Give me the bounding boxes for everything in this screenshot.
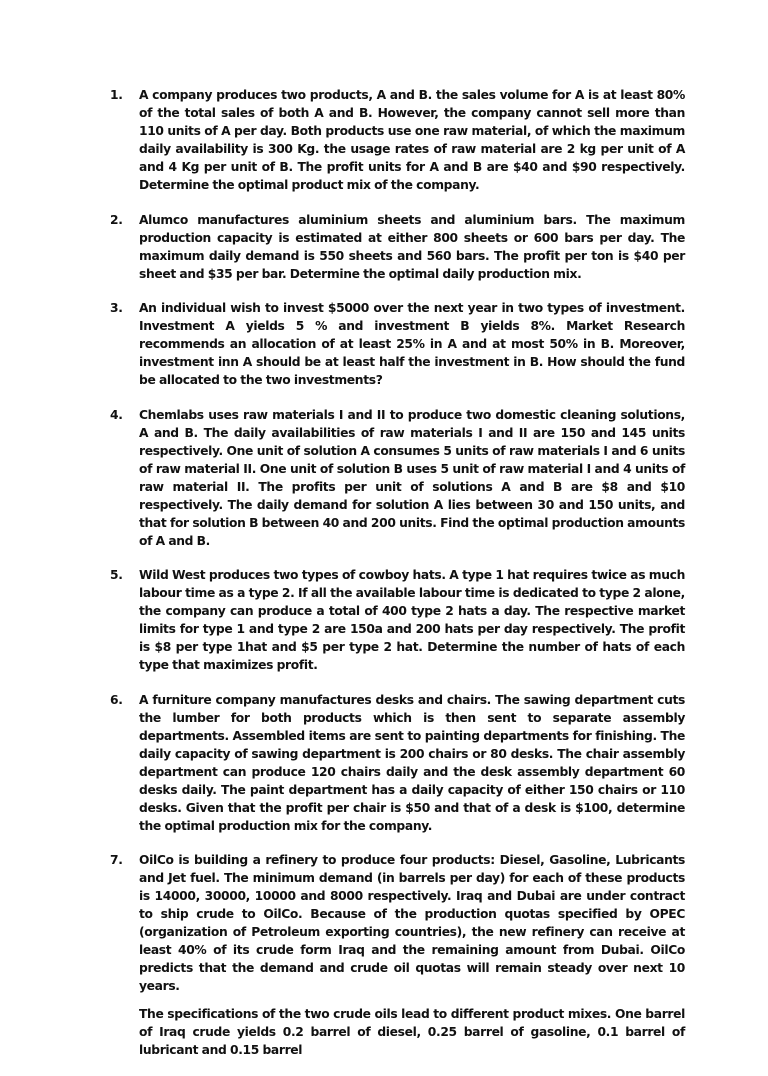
problem-text: An individual wish to invest $5000 over the next year in two types of investment. Investment A yields 5 % and investment B yields 8%. Market Research recommends an allocation of at least 25% in A and at most 50% in B. Moreover, investment inn A should be at least half the investment in B. How should the fund be allocated to the two investments? [139,301,685,387]
problem-number: 6. [110,692,123,707]
problem-number: 7. [110,853,123,867]
problem-item [110,406,685,550]
problem-number: 2. [110,212,123,227]
problem-text-continued: The specifications of the two crude oils lead to different product mixes. One barrel of Iraq crude yields 0.2 barrel of diesel, 0.25 barrel of gasoline, 0.1 barrel of lubricant and 0.15 barrel [139,1007,685,1057]
problem-item [110,691,685,835]
problem-number: 4. [110,407,123,422]
problem-text: OilCo is building a refinery to produce four products: Diesel, Gasoline, Lubricants and Jet fuel. The minimum demand (in barrels per day) for each of these products is 14000, 30000, 10000 and 8000 respectively. Iraq and Dubai are under contract to ship crude to OilCo. Because of the production quotas specified by OPEC (organization of Petroleum exporting countries), the new refinery can receive at least 40% of its crude form Iraq and the remaining amount from Dubai. OilCo predicts that the demand and crude oil quotas will remain steady over next 10 years. [139,853,685,993]
problem-item [110,851,685,1059]
problem-list [110,86,685,1076]
problem-number: 3. [110,301,123,315]
problem-text: A company produces two products, A and B. the sales volume for A is at least 80% of the total sales of both A and B. However, the company cannot sell more than 110 units of A per day. Both products use one raw material, of which the maximum daily availability is 300 Kg. the usage rates of raw material are 2 kg per unit of A and 4 Kg per unit of B. The profit units for A and B are $40 and $90 respectively. Determine the optimal product mix of the company. [139,88,685,192]
problem-text: Alumco manufactures aluminium sheets and aluminium bars. The maximum production capacity is estimated at either 800 sheets or 600 bars per day. The maximum daily demand is 550 sheets and 560 bars. The profit per ton is $40 per sheet and $35 per bar. Determine the optimal daily production mix. [139,212,685,281]
problem-item [110,299,685,389]
problem-item [110,566,685,674]
problem-item [110,211,685,283]
problem-text: Wild West produces two types of cowboy hats. A type 1 hat requires twice as much labour time as a type 2. If all the available labour time is dedicated to type 2 alone, the company can produce a total of 400 type 2 hats a day. The respective market limits for type 1 and type 2 are 150a and 200 hats per day respectively. The profit is $8 per type 1hat and $5 per type 2 hat. Determine the number of hats of each type that maximizes profit. [139,568,685,672]
problem-text: A furniture company manufactures desks and chairs. The sawing department cuts the lumber for both products which is then sent to separate assembly departments. Assembled items are sent to painting departments for finishing. The daily capacity of sawing department is 200 chairs or 80 desks. The chair assembly department can produce 120 chairs daily and the desk assembly department 60 desks daily. The paint department has a daily capacity of either 150 chairs or 110 desks. Given that the profit per chair is $50 and that of a desk is $100, determine the optimal production mix for the company. [139,692,685,833]
problem-number: 5. [110,568,123,582]
problem-number: 1. [110,88,123,102]
problem-item [110,86,685,194]
problem-text: Chemlabs uses raw materials I and II to produce two domestic cleaning solutions, A and B. The daily availabilities of raw materials I and II are 150 and 145 units respectively. One unit of solution A consumes 5 units of raw materials I and 6 units of raw material II. One unit of solution B uses 5 unit of raw material I and 4 units of raw material II. The profits per unit of solutions A and B are $8 and $10 respectively. The daily demand for solution A lies between 30 and 150 units, and that for solution B between 40 and 200 units. Find the optimal production amounts of A and B. [139,407,685,548]
